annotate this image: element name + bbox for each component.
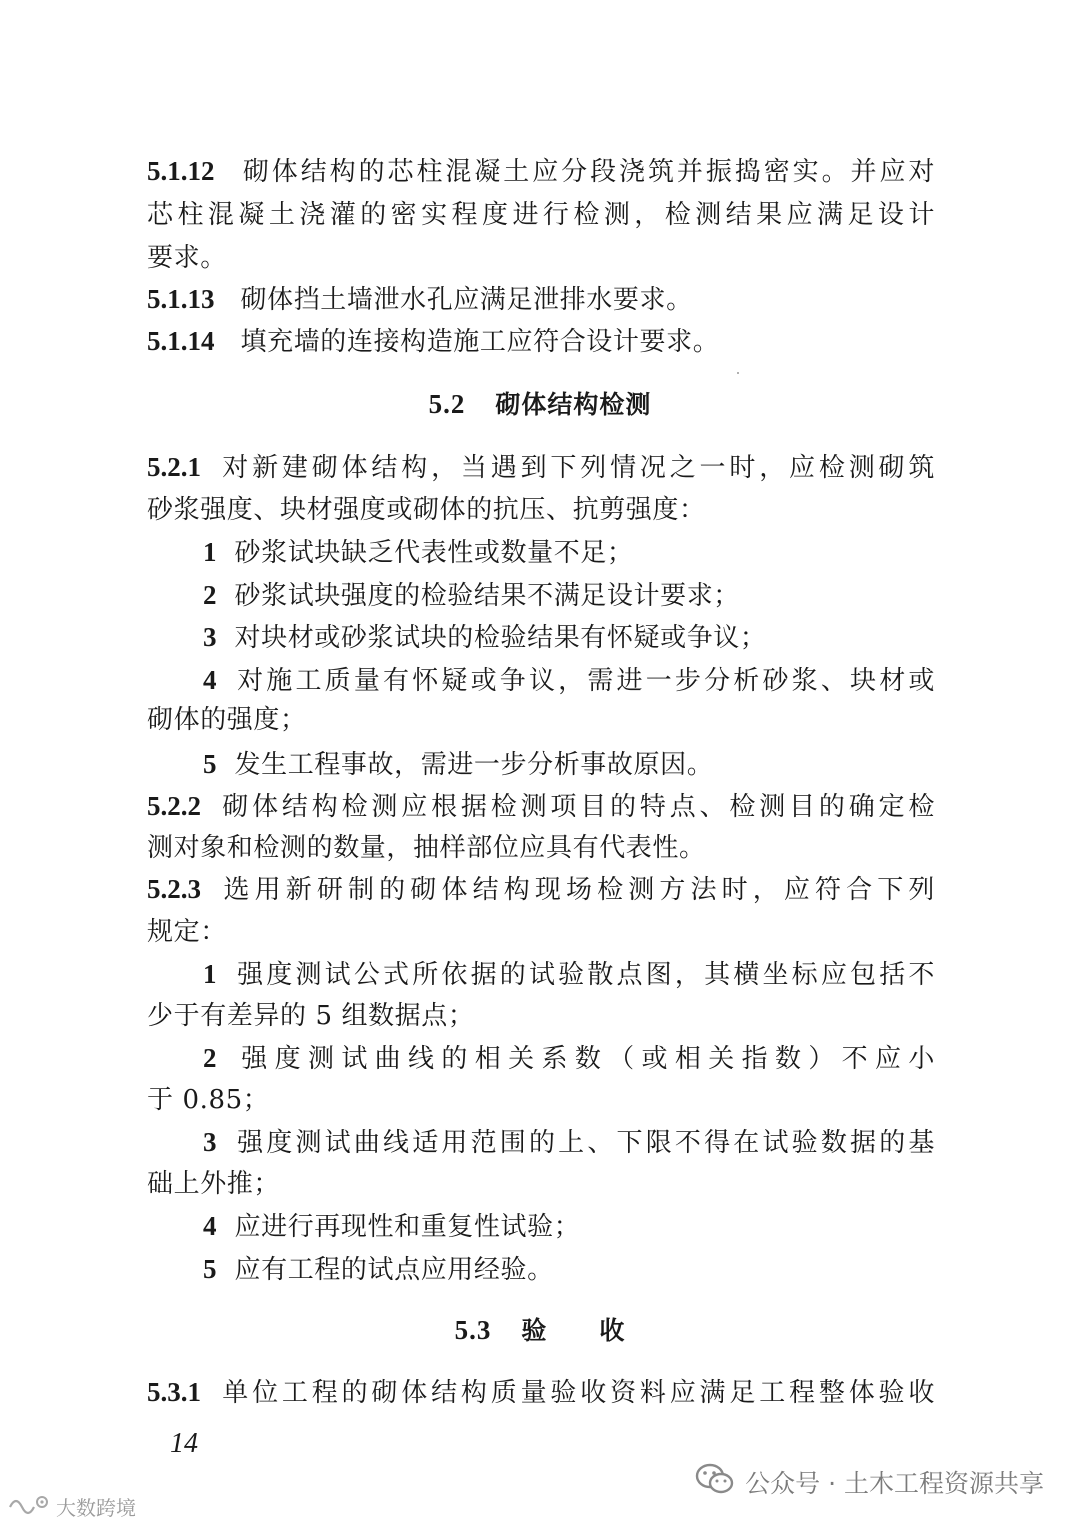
clause-number: 5.2.3 — [147, 874, 201, 904]
list-item — [203, 661, 935, 699]
item-number: 1 — [203, 537, 217, 567]
item-text: 对施工质量有怀疑或争议，需进一步分析砂浆、块材或 — [234, 666, 935, 696]
watermark-logo — [6, 1490, 136, 1522]
clause-5-1-12-line-3: 要求。 — [147, 243, 227, 273]
clause-5-3-1-line-1 — [147, 1373, 935, 1411]
list-item-continuation: 砌体的强度； — [147, 705, 307, 735]
list-item — [203, 745, 935, 783]
item-text: 强度测试曲线的相关系数（或相关指数）不应小 — [234, 1044, 935, 1074]
item-text: 强度测试公式所依据的试验散点图，其横坐标应包括不 — [234, 960, 935, 990]
clause-5-2-2-line-1 — [147, 787, 935, 825]
clause-5-1-12-line-2: 芯柱混凝土浇灌的密实程度进行检测，检测结果应满足设计 — [147, 200, 935, 230]
item-text: 对块材或砂浆试块的检验结果有怀疑或争议； — [234, 623, 767, 653]
scan-speck — [737, 372, 739, 374]
list-item — [203, 1207, 935, 1245]
section-number: 5.2 — [428, 389, 466, 419]
item-number: 4 — [203, 665, 217, 695]
clause-text: 填充墙的连接构造施工应符合设计要求。 — [240, 327, 720, 357]
item-text: 砂浆试块缺乏代表性或数量不足； — [234, 538, 634, 568]
clause-text: 砌体结构检测应根据检测项目的特点、检测目的确定检 — [219, 792, 935, 822]
list-item — [203, 533, 935, 571]
section-title: 验 收 — [521, 1316, 626, 1345]
item-number: 4 — [203, 1211, 217, 1241]
clause-text: 对新建砌体结构，当遇到下列情况之一时，应检测砌筑 — [219, 453, 935, 483]
list-item — [203, 1250, 935, 1288]
clause-5-2-2-line-2: 测对象和检测的数量，抽样部位应具有代表性。 — [147, 833, 706, 863]
clause-5-2-1-line-1 — [147, 448, 935, 486]
clause-number: 5.2.1 — [147, 452, 201, 482]
clause-5-2-3-line-2: 规定： — [147, 917, 227, 947]
watermark-wechat — [695, 1462, 1044, 1502]
item-text: 应有工程的试点应用经验。 — [234, 1255, 554, 1285]
item-text: 强度测试曲线适用范围的上、下限不得在试验数据的基 — [234, 1128, 935, 1158]
item-text: 砂浆试块强度的检验结果不满足设计要求； — [234, 581, 740, 611]
clause-5-1-13 — [147, 280, 935, 318]
list-item — [203, 618, 935, 656]
list-item — [203, 1123, 935, 1161]
clause-5-1-14 — [147, 322, 935, 360]
section-heading-5-2 — [0, 385, 1080, 424]
item-text: 应进行再现性和重复性试验； — [234, 1212, 581, 1242]
clause-5-2-3-line-1 — [147, 870, 935, 908]
clause-number: 5.1.14 — [147, 326, 215, 356]
item-number: 2 — [203, 1043, 217, 1073]
clause-number: 5.3.1 — [147, 1377, 201, 1407]
clause-number: 5.1.13 — [147, 284, 215, 314]
item-number: 5 — [203, 1254, 217, 1284]
clause-5-1-12-line-1 — [147, 152, 935, 190]
item-number: 3 — [203, 622, 217, 652]
section-title: 砌体结构检测 — [495, 390, 652, 419]
list-item — [203, 1039, 935, 1077]
list-item-continuation: 少于有差异的 5 组数据点； — [147, 1001, 475, 1031]
clause-number: 5.1.12 — [147, 156, 215, 186]
clause-text: 选用新研制的砌体结构现场检测方法时，应符合下列 — [219, 875, 935, 905]
item-text: 发生工程事故，需进一步分析事故原因。 — [234, 750, 714, 780]
section-number: 5.3 — [454, 1315, 492, 1345]
clause-5-2-1-line-2: 砂浆强度、块材强度或砌体的抗压、抗剪强度： — [147, 495, 706, 525]
list-item — [203, 576, 935, 614]
item-number: 3 — [203, 1127, 217, 1157]
list-item-continuation: 础上外推； — [147, 1169, 281, 1199]
list-item-continuation: 于 0.85； — [147, 1085, 270, 1115]
clause-text: 单位工程的砌体结构质量验收资料应满足工程整体验收 — [219, 1378, 935, 1408]
clause-text: 砌体挡土墙泄水孔应满足泄排水要求。 — [240, 285, 693, 315]
watermark-left-text: 大数跨境 — [56, 1495, 136, 1520]
page-number: 14 — [170, 1428, 198, 1459]
item-number: 1 — [203, 959, 217, 989]
wechat-icon — [695, 1462, 735, 1502]
item-number: 2 — [203, 580, 217, 610]
item-number: 5 — [203, 749, 217, 779]
clause-number: 5.2.2 — [147, 791, 201, 821]
clause-text: 砌体结构的芯柱混凝土应分段浇筑并振捣密实。并应对 — [240, 157, 935, 187]
watermark-text: 公众号 · 土木工程资源共享 — [745, 1469, 1044, 1498]
section-heading-5-3 — [0, 1311, 1080, 1350]
logo-icon — [6, 1493, 52, 1520]
list-item — [203, 955, 935, 993]
